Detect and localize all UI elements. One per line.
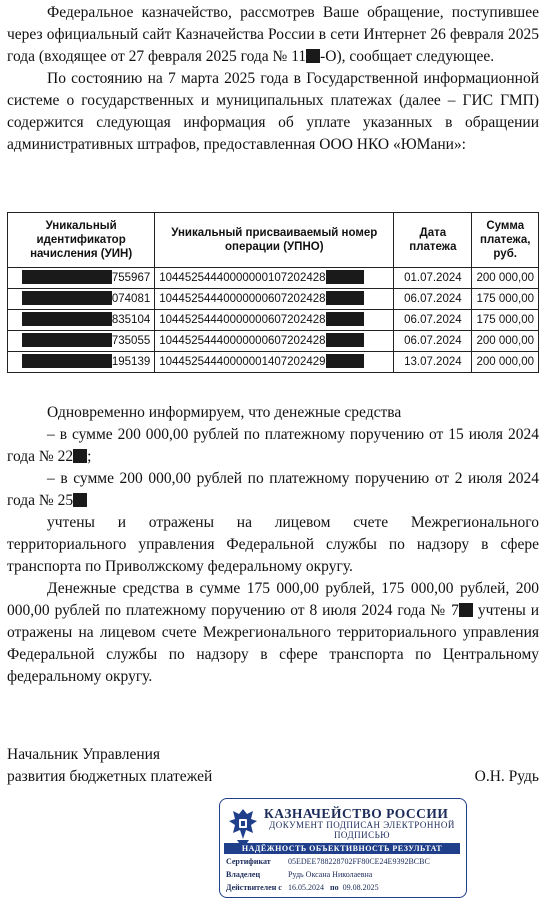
state-paragraph: По состоянию на 7 марта 2025 года в Государственной информационной системе о государственных и муниципальных платежах (далее – ГИС ГМП) содержится следующая информация об уплате указанных в обращении административных штрафов, предоставленная ООО НКО «ЮМани»: (7, 70, 539, 153)
stamp-subtitle: ДОКУМЕНТ ПОДПИСАН ЭЛЕКТРОННОЙ ПОДПИСЬЮ (269, 820, 455, 840)
redaction (73, 493, 87, 507)
signature-block (7, 744, 539, 788)
redaction (326, 354, 364, 368)
signer-position-line1: Начальник Управления (7, 746, 161, 763)
redaction (22, 270, 112, 284)
table-row (8, 331, 539, 352)
sum-cell: 175 000,00 (472, 289, 539, 310)
redaction (22, 312, 112, 326)
date-cell: 06.07.2024 (394, 289, 472, 310)
redaction (326, 333, 364, 347)
header-uin: Уникальный идентификатор начисления (УИН) (8, 213, 155, 268)
item-text: – в сумме 200 000,00 рублей по платежному поручению от 2 июля 2024 года № 25 (7, 470, 539, 509)
sum-cell: 200 000,00 (472, 331, 539, 352)
valid-to: 09.08.2025 (342, 883, 379, 892)
owner-value: Рудь Оксана Николаевна (288, 870, 373, 879)
valid-to-label: по (330, 883, 339, 892)
stamp-title: КАЗНАЧЕЙСТВО РОССИИ (264, 806, 449, 821)
payment-item-1 (7, 424, 539, 468)
header-upno: Уникальный присваиваемый номер операции (УПНО) (155, 213, 394, 268)
redaction (22, 333, 112, 347)
uin-tail: 835104 (111, 314, 151, 326)
upno-cell (155, 268, 394, 289)
owner-label: Владелец (226, 870, 261, 879)
table-row (8, 289, 539, 310)
central-text-end: учтены и отражены на лицевом счете Межрегионального территориального управления Федеральной службы по надзору в сфере транспорта по Центральному федеральному округу. (7, 602, 539, 685)
date-cell: 06.07.2024 (394, 310, 472, 331)
central-paragraph (7, 578, 539, 688)
stamp-cert-line (226, 857, 430, 867)
sum-cell: 175 000,00 (472, 310, 539, 331)
upno-value: 10445254440000000607202428 (159, 314, 326, 326)
upno-cell (155, 310, 394, 331)
uin-tail: 735055 (111, 335, 151, 347)
upno-value: 10445254440000001407202429 (159, 356, 326, 368)
intro-text-end: -О), сообщает следующее. (320, 48, 495, 65)
valid-from: 16.05.2024 (288, 883, 324, 892)
uin-cell (8, 310, 155, 331)
uin-tail: 755967 (111, 272, 151, 284)
redaction (73, 449, 87, 463)
stamp-valid-line (226, 883, 379, 893)
volga-paragraph: учтены и отражены на лицевом счете Межрегионального территориального управления Федеральной службы по надзору в сфере транспорта по Приволжскому федеральному округу. (7, 514, 539, 575)
date-cell: 06.07.2024 (394, 331, 472, 352)
stamp-band: НАДЁЖНОСТЬ ОБЪЕКТИВНОСТЬ РЕЗУЛЬТАТ (224, 843, 460, 854)
payment-item-2 (7, 468, 539, 512)
table-row (8, 352, 539, 373)
sum-cell: 200 000,00 (472, 268, 539, 289)
date-cell: 13.07.2024 (394, 352, 472, 373)
header-date: Дата платежа (394, 213, 472, 268)
uin-cell (8, 352, 155, 373)
redaction (326, 312, 364, 326)
redaction (326, 291, 364, 305)
upno-cell (155, 331, 394, 352)
eagle-emblem-icon (226, 805, 260, 845)
table-row (8, 310, 539, 331)
signer-name: О.Н. Рудь (474, 768, 539, 785)
upno-value: 10445254440000000607202428 (159, 293, 326, 305)
redaction (326, 270, 364, 284)
cert-value: 05EDEE788228702FF80CE24E9392BCBC (288, 857, 430, 866)
e-signature-stamp (219, 798, 467, 898)
signature-row (7, 766, 539, 788)
upno-cell (155, 289, 394, 310)
redaction (22, 291, 112, 305)
uin-cell (8, 289, 155, 310)
sum-cell: 200 000,00 (472, 352, 539, 373)
uin-tail: 195139 (111, 356, 151, 368)
intro-text: Федеральное казначейство, рассмотрев Ваше обращение, поступившее через официальный сайт Казначейства России в сети Интернет 26 февраля 2025 года (входящее от 27 февраля 2025 года № 11 (7, 4, 539, 65)
redaction (22, 354, 112, 368)
upno-cell (155, 352, 394, 373)
upno-value: 10445254440000000107202428 (159, 272, 326, 284)
letter-intro (7, 2, 539, 156)
payments-table (7, 212, 539, 373)
inform-paragraph: Одновременно информируем, что денежные средства (47, 404, 402, 421)
item-text-end: ; (87, 448, 92, 465)
stamp-owner-line (226, 870, 372, 880)
redaction (306, 49, 320, 63)
header-sum: Сумма платежа, руб. (472, 213, 539, 268)
uin-tail: 074081 (111, 293, 151, 305)
intro-paragraph (7, 2, 539, 68)
uin-cell (8, 331, 155, 352)
table-header-row (8, 213, 539, 268)
redaction (459, 603, 473, 617)
date-cell: 01.07.2024 (394, 268, 472, 289)
table-row (8, 268, 539, 289)
cert-label: Сертификат (226, 857, 271, 866)
uin-cell (8, 268, 155, 289)
upno-value: 10445254440000000607202428 (159, 335, 326, 347)
central-text: Денежные средства в сумме 175 000,00 рублей, 175 000,00 рублей, 200 000,00 рублей по платежному поручению от 8 июля 2024 года № 7 (7, 580, 539, 619)
signer-position-line2: развития бюджетных платежей (7, 768, 213, 785)
valid-label: Действителен с (226, 883, 282, 892)
item-text: – в сумме 200 000,00 рублей по платежному поручению от 15 июля 2024 года № 22 (7, 426, 539, 465)
letter-body (7, 402, 539, 688)
